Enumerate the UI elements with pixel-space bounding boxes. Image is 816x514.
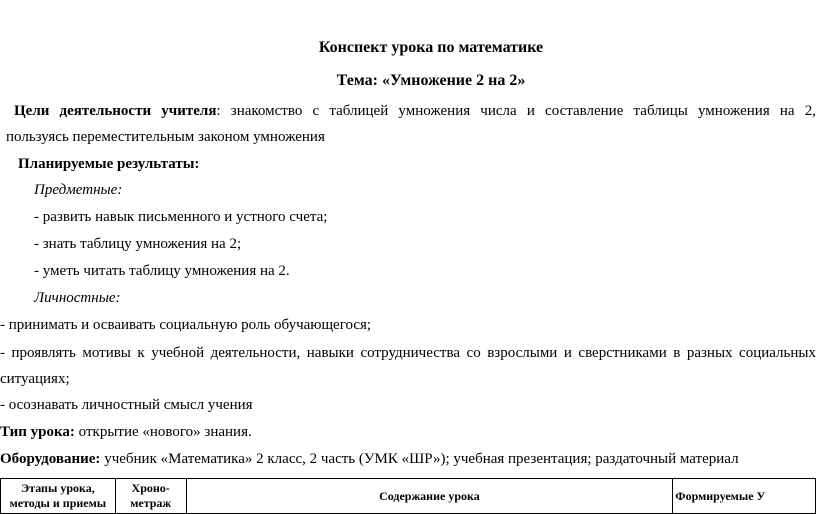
goals-text: : знакомство с таблицей умножения числа и составление таблицы умножения на 2, xyxy=(216,103,816,119)
equipment-value: учебник «Математика» 2 класс, 2 часть (УМК «ШР»); учебная презентация; раздаточный материал xyxy=(100,451,739,467)
personal-result-item: - осознавать личностный смысл учения xyxy=(0,397,253,413)
lesson-type xyxy=(0,423,252,441)
header-content: Содержание урока xyxy=(186,479,673,514)
subject-results-heading: Предметные: xyxy=(34,182,123,198)
equipment xyxy=(0,450,739,468)
goals-text-continued: пользуясь переместительным законом умножения xyxy=(6,129,325,145)
goals-label: Цели деятельности учителя xyxy=(14,103,217,119)
personal-result-item-continued: ситуациях; xyxy=(0,371,70,387)
header-formed: Формируемые У xyxy=(673,479,816,514)
lesson-plan-table xyxy=(0,478,816,514)
subject-result-item: - уметь читать таблицу умножения на 2. xyxy=(34,263,290,279)
table-header-row xyxy=(1,479,816,514)
header-timing-line2: метраж xyxy=(130,496,172,510)
lesson-topic: Тема: «Умножение 2 на 2» xyxy=(336,72,526,89)
personal-results-heading: Личностные: xyxy=(34,290,121,306)
subject-result-item: - знать таблицу умножения на 2; xyxy=(34,236,242,252)
header-timing-line1: Хроно- xyxy=(131,481,170,495)
personal-result-item: - принимать и осваивать социальную роль обучающегося; xyxy=(0,317,372,333)
lesson-type-label: Тип урока: xyxy=(0,424,75,440)
subject-result-item: - развить навык письменного и устного счета; xyxy=(34,209,328,225)
personal-result-item: - проявлять мотивы к учебной деятельности, навыки сотрудничества со взрослыми и сверстниками в разных социальных xyxy=(0,345,816,361)
header-stages-line2: методы и приемы xyxy=(9,496,107,510)
lesson-type-value: открытие «нового» знания. xyxy=(74,424,252,440)
header-timing xyxy=(115,479,186,514)
planned-results-heading: Планируемые результаты: xyxy=(18,156,200,172)
header-stages xyxy=(1,479,116,514)
teacher-goals xyxy=(14,102,816,120)
equipment-label: Оборудование: xyxy=(0,451,101,467)
document-title: Конспект урока по математике xyxy=(318,39,544,56)
header-stages-line1: Этапы урока, xyxy=(21,481,95,495)
